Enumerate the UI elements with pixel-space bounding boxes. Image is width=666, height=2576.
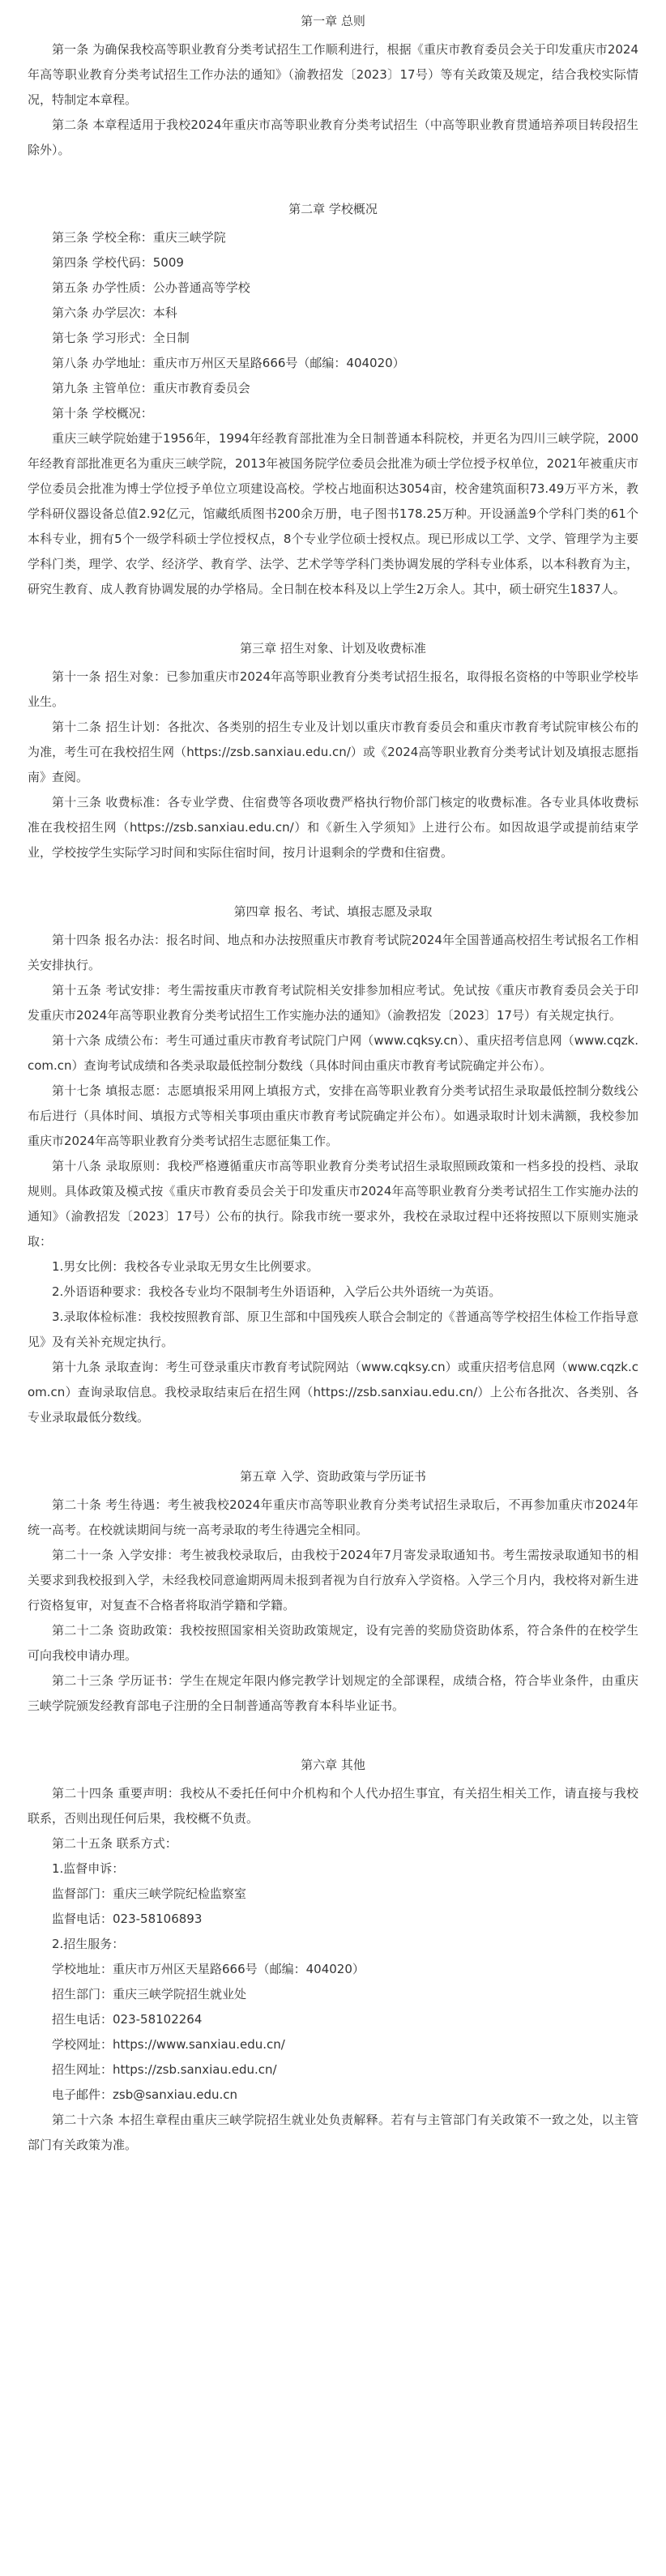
article-paragraph: 第二十二条 资助政策：我校按照国家相关资助政策规定，设有完善的奖励贷资助体系，符合条件的在校学生可向我校申请办理。: [28, 1623, 638, 1663]
article-paragraph: 监督部门：重庆三峡学院纪检监察室: [52, 1886, 247, 1901]
chapter-title: 第三章 招生对象、计划及收费标准: [240, 641, 426, 656]
article-paragraph: 第八条 办学地址：重庆市万州区天星路666号（邮编：404020）: [52, 356, 405, 370]
article-paragraph: 2.外语语种要求：我校各专业均不限制考生外语语种，入学后公共外语统一为英语。: [52, 1284, 502, 1299]
article-paragraph: 第十四条 报名办法：报名时间、地点和办法按照重庆市教育考试院2024年全国普通高校招生考试报名工作相关安排执行。: [28, 933, 638, 972]
article-paragraph: 第二条 本章程适用于我校2024年重庆市高等职业教育分类考试招生（中高等职业教育贯通培养项目转段招生除外）。: [28, 117, 638, 157]
article-paragraph: 第七条 学习形式：全日制: [52, 331, 190, 345]
article-paragraph: 第九条 主管单位：重庆市教育委员会: [52, 381, 250, 395]
article-paragraph: 第二十条 考生待遇：考生被我校2024年重庆市高等职业教育分类考试招生录取后，不再参加重庆市2024年统一高考。在校就读期间与统一高考录取的考生待遇完全相同。: [28, 1497, 638, 1537]
article-paragraph: 1.男女比例：我校各专业录取无男女生比例要求。: [52, 1259, 319, 1274]
chapter-section: [28, 1749, 638, 2158]
article-paragraph: 重庆三峡学院始建于1956年，1994年经教育部批准为全日制普通本科院校，并更名为四川三峡学院，2000年经教育部批准更名为重庆三峡学院，2013年被国务院学位委员会批准为硕士学位授予权单位，2021年被重庆市学位委员会批准为博士学位授予单位立项建设高校。学校占地面积达3054亩，校舍建筑面积73.49万平方米，教学科研仪器设备总值2.92亿元，馆藏纸质图书200余万册，电子图书178.25万种。开设涵盖9个学科门类的61个本科专业，拥有5个一级学科硕士学位授权点，8个专业学位硕士授权点。现已形成以工学、文学、管理学为主要学科门类，理学、农学、经济学、教育学、法学、艺术学等学科门类协调发展的学科专业体系，以本科教育为主，研究生教育、成人教育协调发展的办学格局。全日制在校本科及以上学生2万余人。其中，硕士研究生1837人。: [28, 431, 638, 596]
article-paragraph: 学校地址：重庆市万州区天星路666号（邮编：404020）: [52, 1962, 365, 1976]
chapter-spacer: [28, 1430, 638, 1460]
article-paragraph: 第十六条 成绩公布：考生可通过重庆市教育考试院门户网（www.cqksy.cn）、重庆招考信息网（www.cqzk.com.cn）查询考试成绩和各类录取最低控制分数线（具体时间由重庆市教育考试院确定并公布）。: [28, 1033, 638, 1073]
article-paragraph: 2.招生服务：: [52, 1937, 125, 1951]
chapter-title: 第五章 入学、资助政策与学历证书: [240, 1469, 426, 1484]
chapter-title: 第一章 总则: [301, 14, 365, 28]
article-paragraph: 招生电话：023-58102264: [52, 2012, 203, 2027]
article-paragraph: 第六条 办学层次：本科: [52, 305, 177, 320]
article-paragraph: 第十三条 收费标准：各专业学费、住宿费等各项收费严格执行物价部门核定的收费标准。各专业具体收费标准在我校招生网（https://zsb.sanxiau.edu.cn/）和《新生入学须知》上进行公布。如因故退学或提前结束学业，学校按学生实际学习时间和实际住宿时间，按月计退剩余的学费和住宿费。: [28, 795, 638, 860]
article-paragraph: 学校网址：https://www.sanxiau.edu.cn/: [52, 2037, 285, 2052]
article-paragraph: 第二十一条 入学安排：考生被我校录取后，由我校于2024年7月寄发录取通知书。考生需按录取通知书的相关要求到我校报到入学，未经我校同意逾期两周未报到者视为自行放弃入学资格。入学三个月内，我校将对新生进行资格复审，对复查不合格者将取消学籍和学籍。: [28, 1548, 638, 1613]
chapter-spacer: [28, 602, 638, 632]
article-paragraph: 第十二条 招生计划：各批次、各类别的招生专业及计划以重庆市教育委员会和重庆市教育考试院审核公布的为准，考生可在我校招生网（https://zsb.sanxiau.edu.cn/）或《2024高等职业教育分类考试计划及填报志愿指南》查阅。: [28, 720, 638, 784]
article-paragraph: 电子邮件：zsb@sanxiau.edu.cn: [52, 2087, 238, 2102]
article-paragraph: 第十九条 录取查询：考生可登录重庆市教育考试院网站（www.cqksy.cn）或重庆招考信息网（www.cqzk.com.cn）查询录取信息。我校录取结束后在招生网（https://zsb.sanxiau.edu.cn/）上公布各批次、各类别、各专业录取最低分数线。: [28, 1360, 638, 1425]
chapter-spacer: [28, 163, 638, 193]
article-paragraph: 第十七条 填报志愿：志愿填报采用网上填报方式，安排在高等职业教育分类考试招生录取最低控制分数线公布后进行（具体时间、填报方式等相关事项由重庆市教育考试院确定并公布）。如遇录取时计划未满额，我校参加重庆市2024年高等职业教育分类考试招生志愿征集工作。: [28, 1083, 638, 1148]
chapter-section: [28, 193, 638, 602]
article-paragraph: 第四条 学校代码：5009: [52, 255, 184, 270]
chapter-title: 第二章 学校概况: [288, 202, 378, 216]
chapter-title: 第四章 报名、考试、填报志愿及录取: [233, 904, 433, 919]
chapter-title: 第六章 其他: [301, 1758, 365, 1772]
article-paragraph: 第五条 办学性质：公办普通高等学校: [52, 280, 250, 295]
chapter-section: [28, 5, 638, 163]
article-paragraph: 1.监督申诉：: [52, 1861, 125, 1876]
article-paragraph: 第二十六条 本招生章程由重庆三峡学院招生就业处负责解释。若有与主管部门有关政策不一致之处，以主管部门有关政策为准。: [28, 2112, 638, 2152]
article-paragraph: 招生网址：https://zsb.sanxiau.edu.cn/: [52, 2062, 277, 2077]
chapter-section: [28, 1460, 638, 1719]
article-paragraph: 第十五条 考试安排：考生需按重庆市教育考试院相关安排参加相应考试。免试按《重庆市教育委员会关于印发重庆市2024年高等职业教育分类考试招生工作实施办法的通知》（渝教招发〔2023〕17号）有关规定执行。: [28, 983, 638, 1023]
article-paragraph: 第十八条 录取原则：我校严格遵循重庆市高等职业教育分类考试招生录取照顾政策和一档多投的投档、录取规则。具体政策及模式按《重庆市教育委员会关于印发重庆市2024年高等职业教育分类考试招生工作实施办法的通知》（渝教招发〔2023〕17号）公布的执行。除我市统一要求外，我校在录取过程中还将按照以下原则实施录取：: [28, 1159, 638, 1249]
article-paragraph: 第十一条 招生对象：已参加重庆市2024年高等职业教育分类考试招生报名，取得报名资格的中等职业学校毕业生。: [28, 669, 638, 709]
article-paragraph: 第三条 学校全称：重庆三峡学院: [52, 230, 226, 245]
article-paragraph: 监督电话：023-58106893: [52, 1912, 203, 1926]
article-paragraph: 招生部门：重庆三峡学院招生就业处: [52, 1987, 247, 2001]
article-paragraph: 第二十五条 联系方式：: [52, 1836, 177, 1851]
article-paragraph: 第二十三条 学历证书：学生在规定年限内修完教学计划规定的全部课程，成绩合格，符合毕业条件，由重庆三峡学院颁发经教育部电子注册的全日制普通高等教育本科毕业证书。: [28, 1673, 638, 1713]
article-paragraph: 第二十四条 重要声明：我校从不委托任何中介机构和个人代办招生事宜，有关招生相关工作，请直接与我校联系，否则出现任何后果，我校概不负责。: [28, 1786, 638, 1826]
article-paragraph: 第十条 学校概况：: [52, 406, 153, 421]
article-paragraph: 第一条 为确保我校高等职业教育分类考试招生工作顺利进行，根据《重庆市教育委员会关于印发重庆市2024年高等职业教育分类考试招生工作办法的通知》（渝教招发〔2023〕17号）等有关政策及规定，结合我校实际情况，特制定本章程。: [28, 42, 638, 107]
chapter-section: [28, 895, 638, 1430]
chapter-spacer: [28, 865, 638, 895]
article-paragraph: 3.录取体检标准：我校按照教育部、原卫生部和中国残疾人联合会制定的《普通高等学校招生体检工作指导意见》及有关补充规定执行。: [28, 1309, 638, 1349]
chapter-spacer: [28, 1719, 638, 1749]
chapter-section: [28, 632, 638, 865]
